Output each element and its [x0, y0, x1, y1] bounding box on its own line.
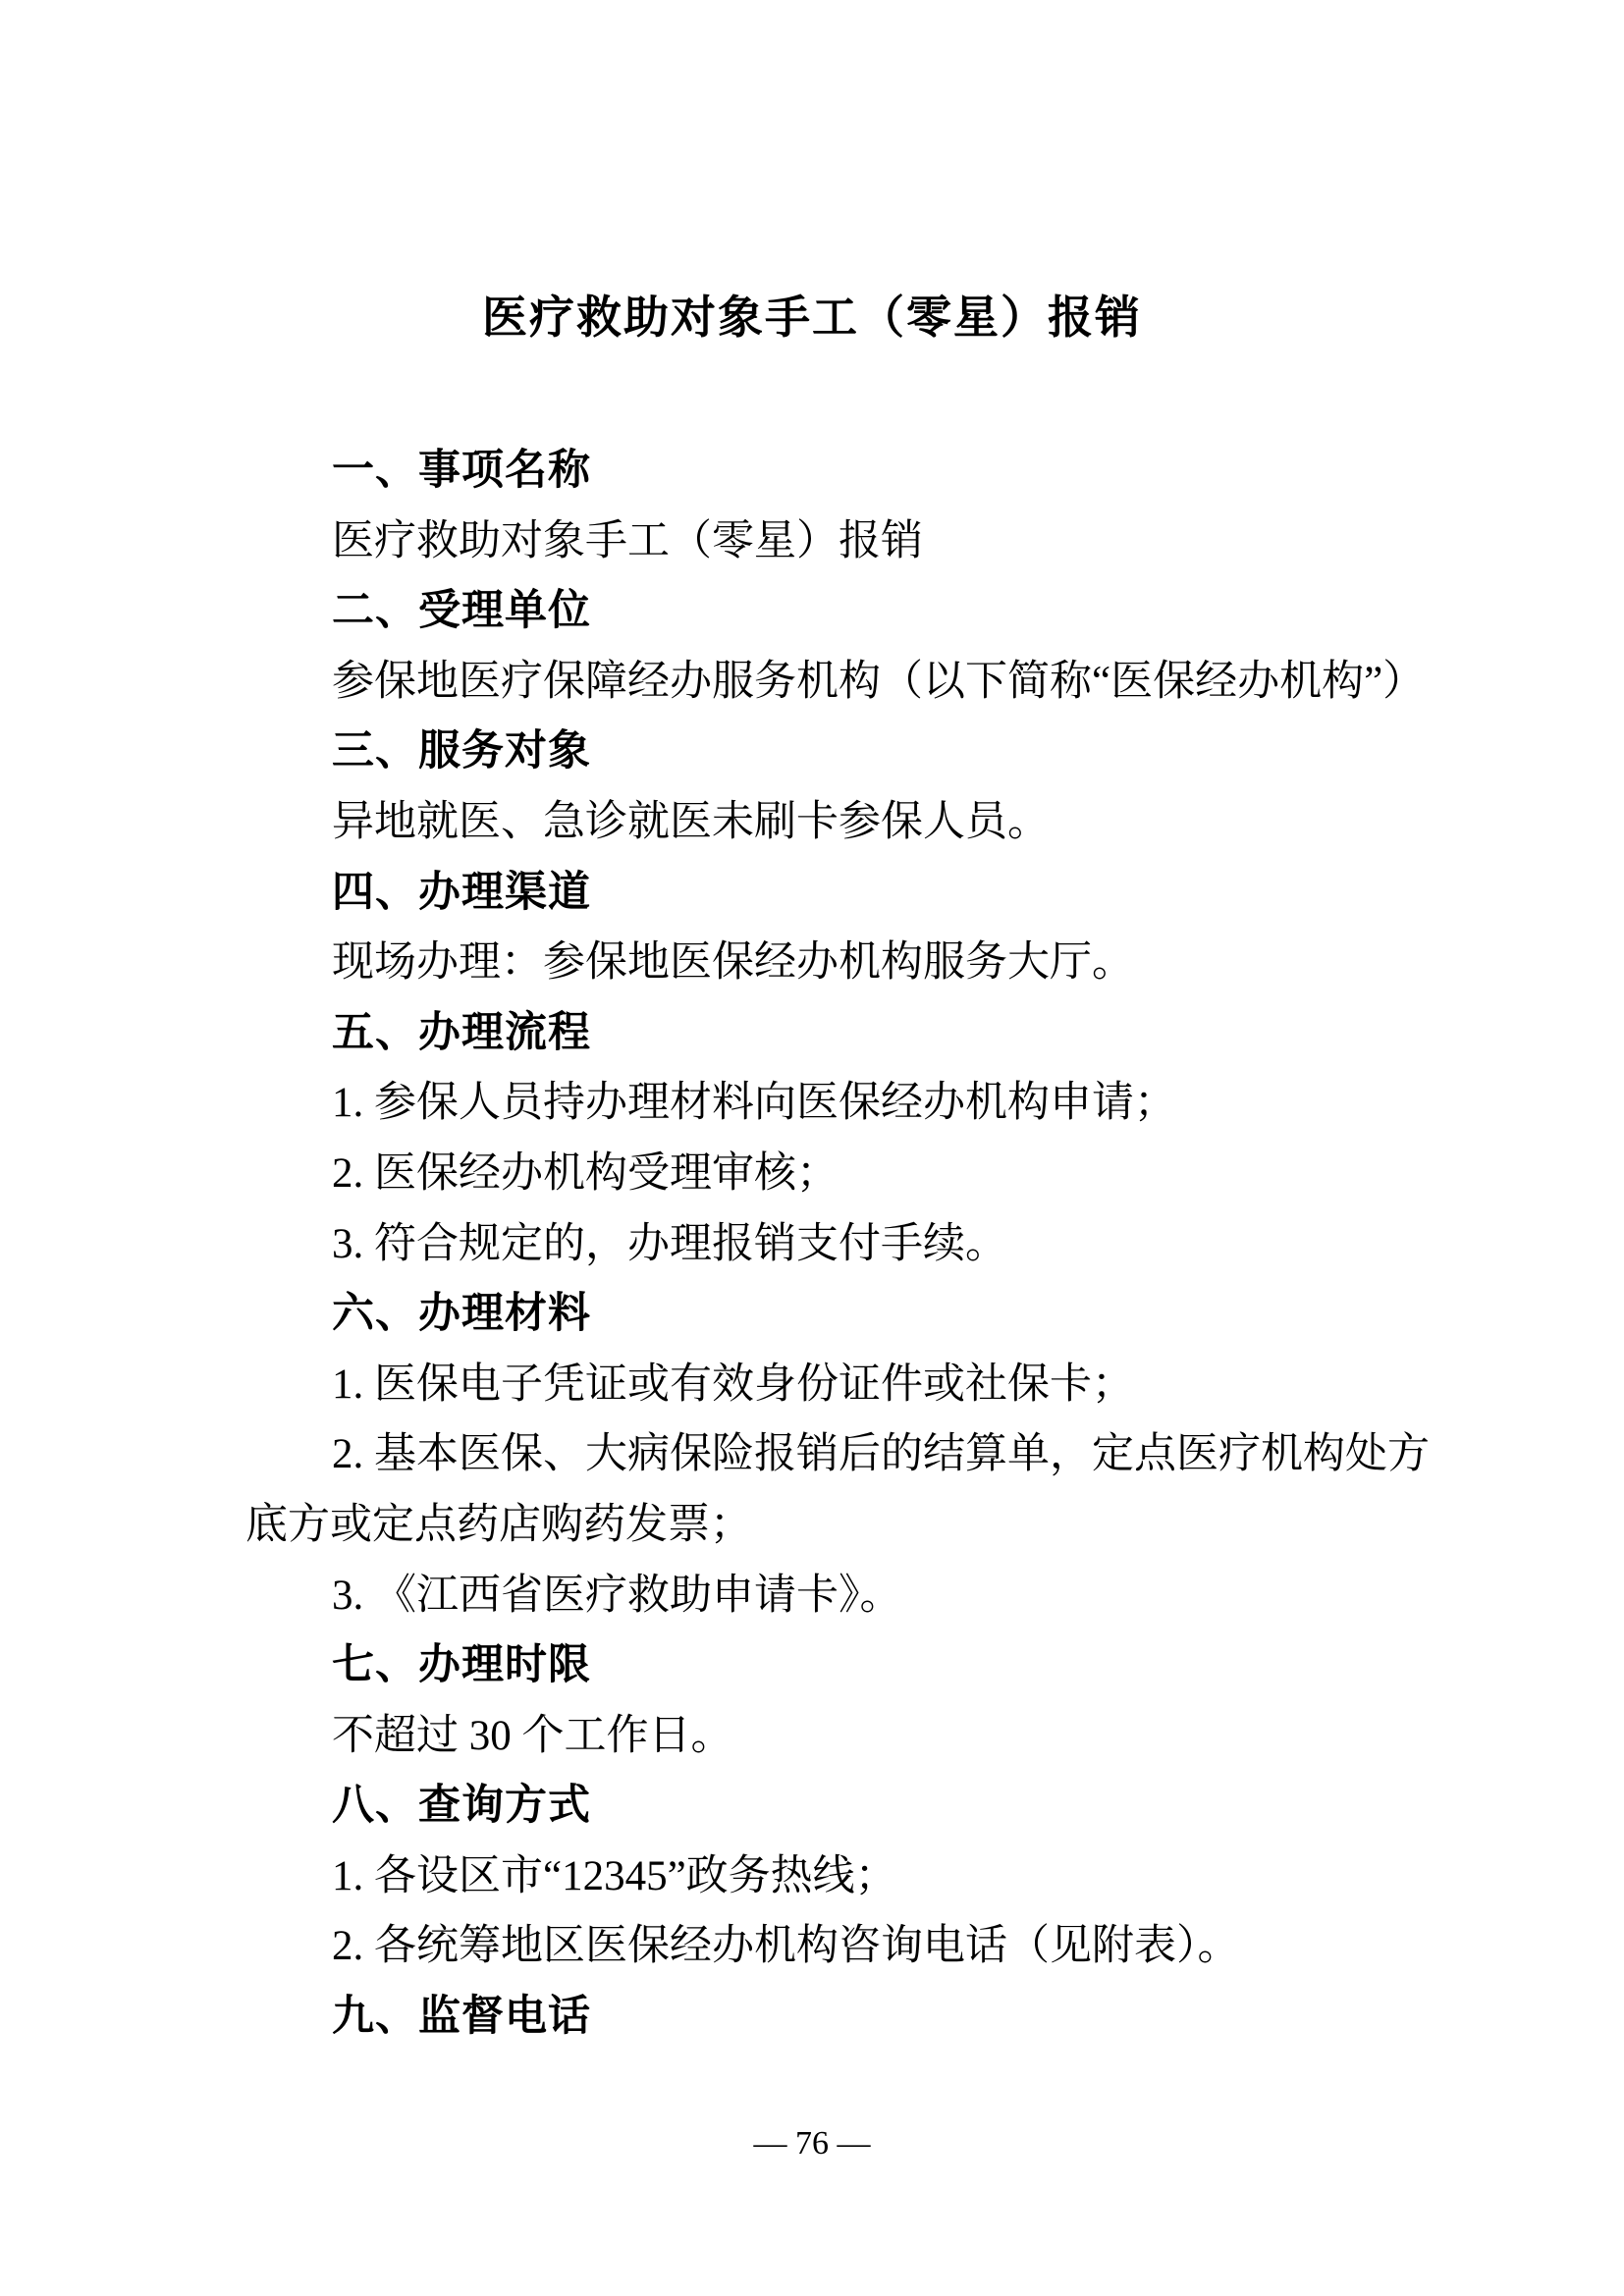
section-5-step-1: 1. 参保人员持办理材料向医保经办机构申请；: [332, 1080, 1176, 1127]
page-number: — 76 —: [753, 2125, 871, 2162]
section-4-heading: 四、办理渠道: [332, 868, 591, 916]
section-9-heading: 九、监督电话: [332, 1993, 591, 2041]
section-4-paragraph: 现场办理：参保地医保经办机构服务大厅。: [332, 939, 1134, 987]
document-title: 医疗救助对象手工（零星）报销: [482, 293, 1142, 343]
section-1-paragraph: 医疗救助对象手工（零星）报销: [332, 517, 923, 564]
section-5-step-3: 3. 符合规定的，办理报销支付手续。: [332, 1220, 1007, 1267]
section-6-heading: 六、办理材料: [332, 1290, 591, 1338]
section-7-paragraph: 不超过 30 个工作日。: [332, 1712, 733, 1759]
section-1-heading: 一、事项名称: [332, 447, 591, 494]
section-3-paragraph: 异地就医、急诊就医未刷卡参保人员。: [332, 798, 1050, 845]
section-6-item-1: 1. 医保电子凭证或有效身份证件或社保卡；: [332, 1361, 1134, 1408]
section-3-heading: 三、服务对象: [332, 727, 591, 775]
section-5-step-2: 2. 医保经办机构受理审核；: [332, 1149, 839, 1197]
section-2-heading: 二、受理单位: [332, 587, 591, 635]
section-5-heading: 五、办理流程: [332, 1008, 591, 1056]
section-8-item-1: 1. 各设区市“12345”政务热线；: [332, 1852, 897, 1899]
section-7-heading: 七、办理时限: [332, 1641, 591, 1689]
document-body: [245, 436, 1430, 2053]
section-6-item-2-line-1: 2. 基本医保、大病保险报销后的结算单，定点医疗机构处方: [332, 1431, 1430, 1478]
section-8-heading: 八、查询方式: [332, 1782, 591, 1830]
section-8-item-2: 2. 各统筹地区医保经办机构咨询电话（见附表）。: [332, 1923, 1240, 1970]
section-2-paragraph: 参保地医疗保障经办服务机构（以下简称“医保经办机构”）: [332, 658, 1426, 705]
section-6-item-2-line-2: 底方或定点药店购药发票；: [245, 1501, 752, 1548]
section-6-item-3: 3. 《江西省医疗救助申请卡》。: [332, 1572, 902, 1619]
